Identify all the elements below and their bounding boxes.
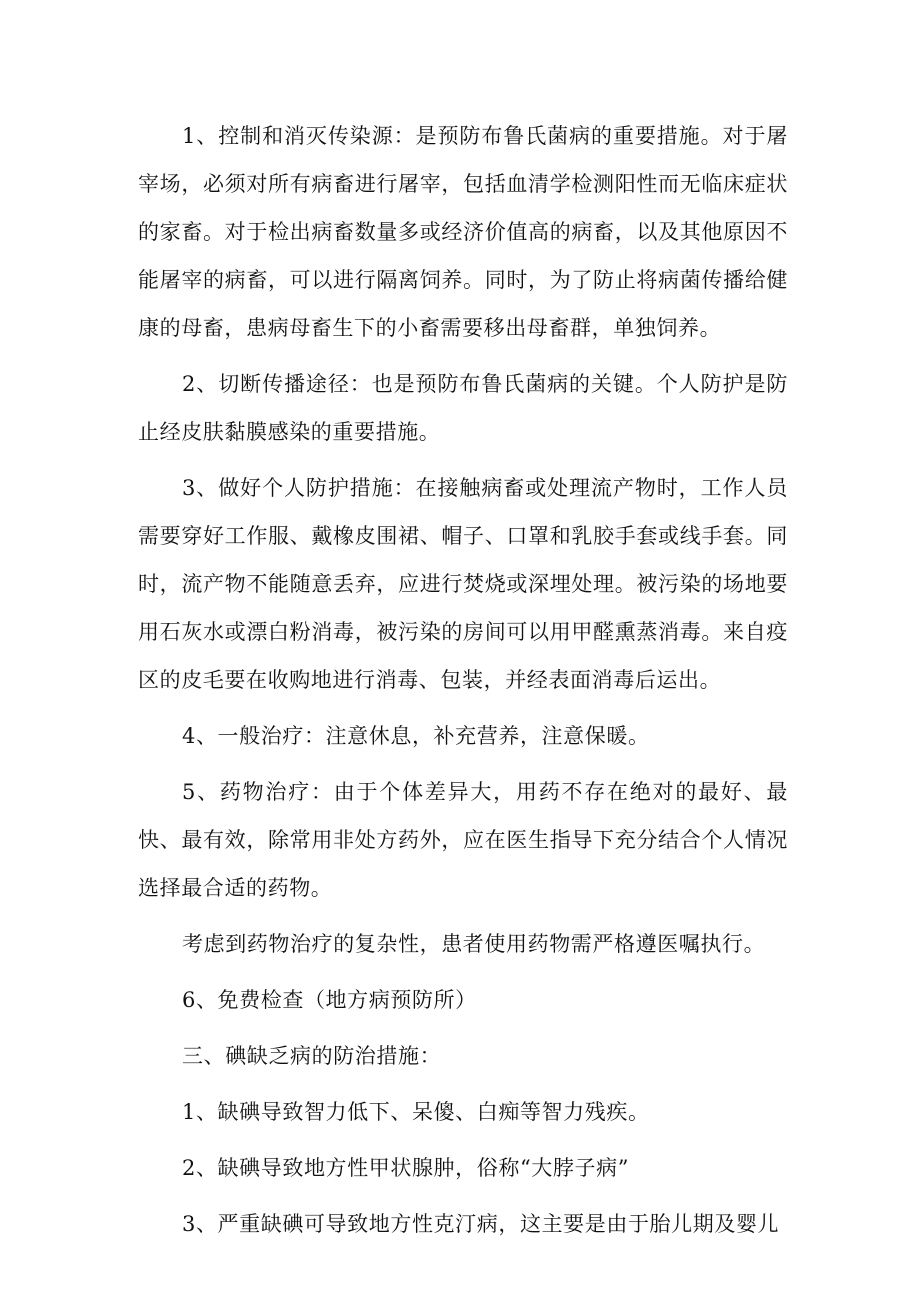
paragraph-5: 5、药物治疗：由于个体差异大，用药不存在绝对的最好、最快、最有效，除常用非处方药外，应在医生指导下充分结合个人情况选择最合适的药物。	[138, 780, 788, 900]
paragraph-9: 1、缺碘导致智力低下、呆傻、白痴等智力残疾。	[182, 1100, 650, 1124]
paragraph-1: 1、控制和消灭传染源：是预防布鲁氏菌病的重要措施。对于屠宰场，必须对所有病畜进行屠宰，包括血清学检测阳性而无临床症状的家畜。对于检出病畜数量多或经济价值高的病畜，以及其他原因不能屠宰的病畜，可以进行隔离饲养。同时，为了防止将病菌传播给健康的母畜，患病母畜生下的小畜需要移出母畜群，单独饲养。	[138, 124, 788, 340]
paragraph-3: 3、做好个人防护措施：在接触病畜或处理流产物时，工作人员需要穿好工作服、戴橡皮围裙、帽子、口罩和乳胶手套或线手套。同时，流产物不能随意丢弃，应进行焚烧或深埋处理。被污染的场地要用石灰水或漂白粉消毒，被污染的房间可以用甲醛熏蒸消毒。来自疫区的皮毛要在收购地进行消毒、包装，并经表面消毒后运出。	[138, 476, 788, 692]
paragraph-7: 6、免费检查（地方病预防所）	[182, 988, 477, 1012]
paragraph-4: 4、一般治疗：注意休息，补充营养，注意保暖。	[182, 724, 650, 748]
paragraph-6: 考虑到药物治疗的复杂性，患者使用药物需严格遵医嘱执行。	[182, 932, 766, 956]
paragraph-2: 2、切断传播途径：也是预防布鲁氏菌病的关键。个人防护是防止经皮肤黏膜感染的重要措施。	[138, 372, 788, 444]
paragraph-10: 2、缺碘导致地方性甲状腺肿，俗称“大脖子病”	[182, 1156, 630, 1180]
document-body	[138, 112, 788, 1256]
section-heading: 三、碘缺乏病的防治措施：	[182, 1044, 442, 1068]
paragraph-11: 3、严重缺碘可导致地方性克汀病，这主要是由于胎儿期及婴儿	[182, 1212, 780, 1236]
